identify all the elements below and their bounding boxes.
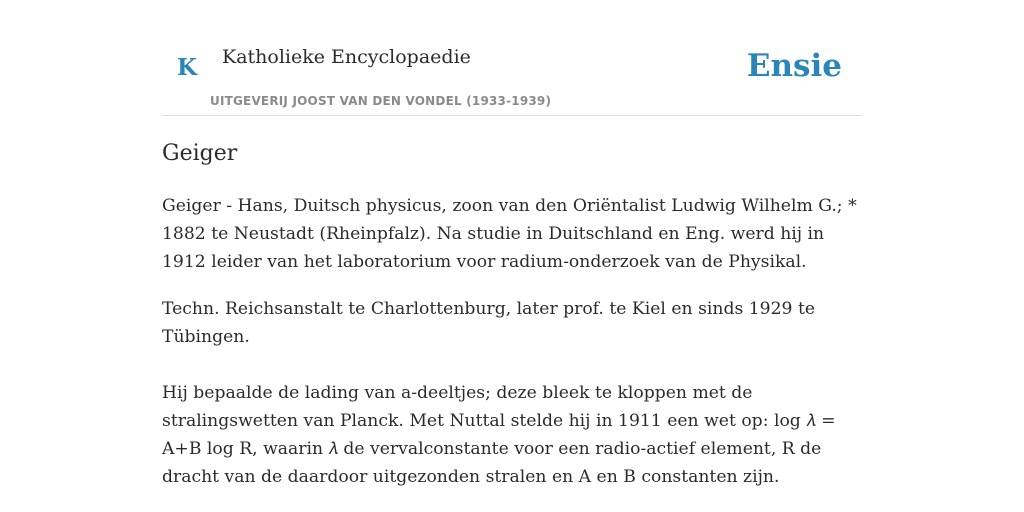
brand-logo-link[interactable]: Ensie [746, 48, 842, 84]
page-container [162, 0, 862, 491]
article-paragraph: Hij bepaalde de lading van a-deeltjes; deze bleek te kloppen met de stralingswetten van Planck. Met Nuttal stelde hij in 1911 een wet op: log 𝜆 = A+B log R, waarin 𝜆 de vervalconstante voor een radio-actief element, R de dracht van de daardoor uitgezonden stralen en A en B constanten zijn. [162, 382, 836, 487]
article-paragraph: Techn. Reichsanstalt te Charlottenburg, later prof. te Kiel en sinds 1929 te Tübingen. [162, 298, 816, 347]
site-header [162, 0, 862, 116]
article-paragraph: Geiger - Hans, Duitsch physicus, zoon van den Oriëntalist Ludwig Wilhelm G.; * 1882 te Neustadt (Rheinpfalz). Na studie in Duitschland en Eng. werd hij in 1912 leider van het laboratorium voor radium-onderzoek van de Physikal. [162, 195, 857, 272]
publisher-label: UITGEVERIJ JOOST VAN DEN VONDEL (1933-1939) [210, 94, 552, 108]
site-title-link[interactable]: Katholieke Encyclopaedie [222, 46, 471, 68]
article-title: Geiger [162, 141, 238, 166]
logo-icon[interactable]: K [177, 54, 197, 81]
